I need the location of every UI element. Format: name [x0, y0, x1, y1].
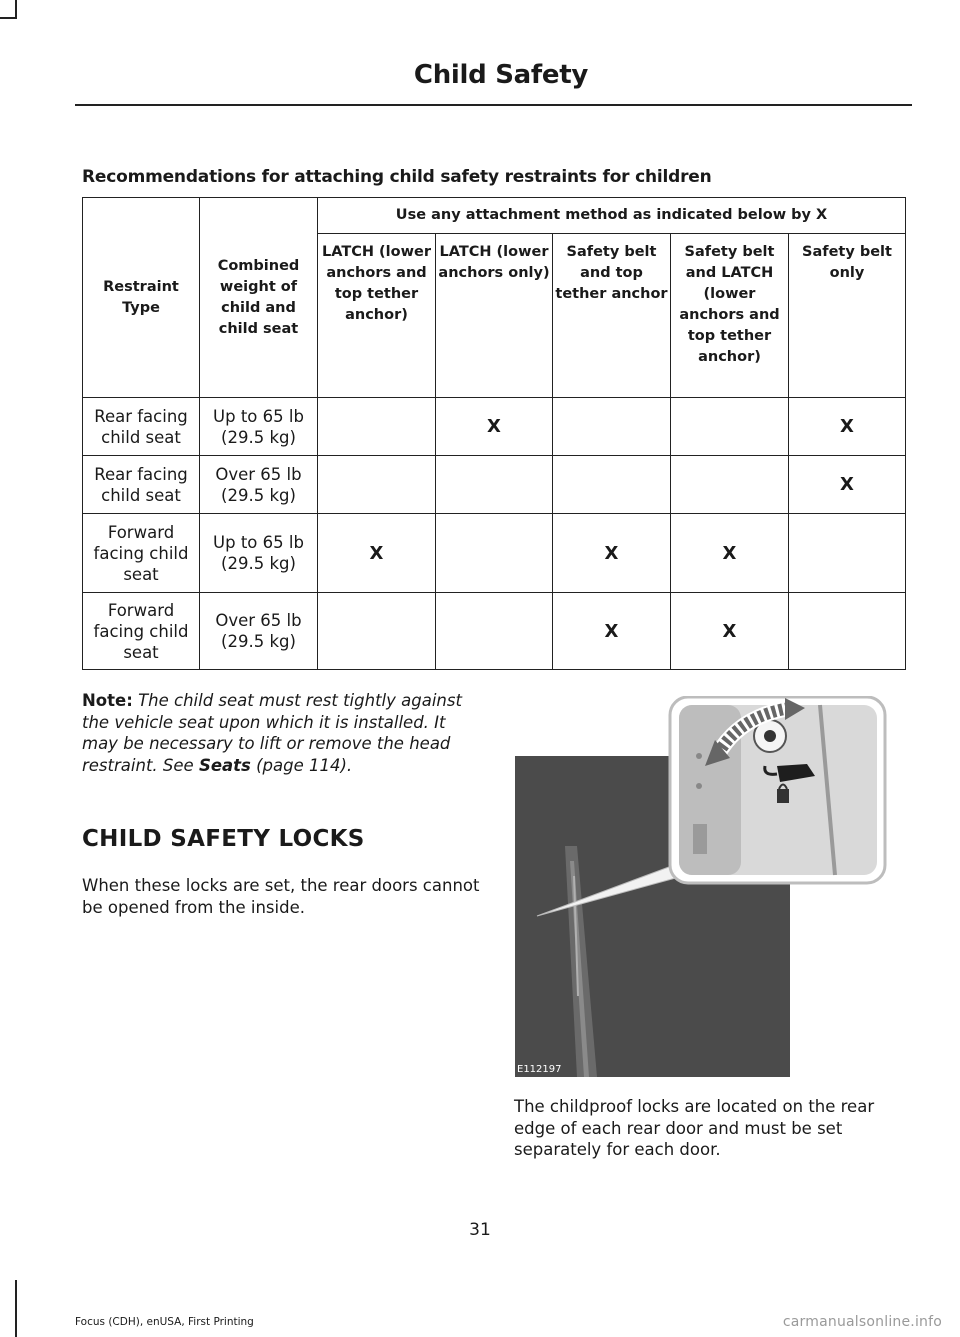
mark-cell: [436, 593, 553, 670]
restraint-type-cell: Rear facing child seat: [83, 456, 200, 514]
note-label: Note:: [82, 691, 133, 710]
table-row: [83, 514, 906, 593]
locks-description: The childproof locks are located on the rear edge of each rear door and must be set separately for each door.: [514, 1097, 875, 1159]
table-row: [83, 398, 906, 456]
mark-cell: [436, 456, 553, 514]
header-method: Safety belt only: [789, 234, 906, 398]
mark-cell: [789, 593, 906, 670]
note-page-ref: (page 114).: [256, 755, 353, 775]
mark-cell: [789, 514, 906, 593]
mark-cell: X: [553, 593, 671, 670]
mark-cell: X: [671, 514, 789, 593]
seats-link[interactable]: Seats: [198, 755, 251, 775]
section-heading: CHILD SAFETY LOCKS: [82, 826, 365, 852]
page-title: Child Safety: [413, 60, 588, 90]
footer-text: Focus (CDH), enUSA, First Printing: [75, 1316, 254, 1328]
header-method: Safety belt and top tether anchor: [553, 234, 671, 398]
mark-cell: [318, 593, 436, 670]
mark-cell: [436, 514, 553, 593]
header-method: Safety belt and LATCH (lower anchors and top tether anchor): [671, 234, 789, 398]
watermark: carmanualsonline.info: [782, 1314, 942, 1330]
table-row: [83, 456, 906, 514]
page-number: 31: [469, 1220, 491, 1240]
mark-cell: [553, 456, 671, 514]
mark-cell: [318, 398, 436, 456]
mark-cell: [553, 398, 671, 456]
child-lock-illustration: [515, 696, 887, 1078]
header-combined-weight: Combined weight of child and child seat: [200, 198, 318, 398]
note-text: The child seat must rest tightly against the vehicle seat upon which it is installed. It may be necessary to lift or remove the head restraint.: [82, 691, 462, 775]
restraint-type-cell: Forward facing child seat: [83, 593, 200, 670]
header-attachment-group: Use any attachment method as indicated below by X: [318, 198, 906, 234]
mark-cell: X: [318, 514, 436, 593]
mark-cell: [318, 456, 436, 514]
note-see: See: [162, 755, 194, 775]
restraint-type-cell: Forward facing child seat: [83, 514, 200, 593]
mark-cell: X: [789, 456, 906, 514]
restraint-type-cell: Rear facing child seat: [83, 398, 200, 456]
mark-cell: X: [436, 398, 553, 456]
mark-cell: [671, 456, 789, 514]
table-title: Recommendations for attaching child safety restraints for children: [82, 167, 712, 187]
crop-mark: [15, 1280, 17, 1337]
restraint-table: [82, 197, 906, 670]
weight-cell: Up to 65 lb (29.5 kg): [200, 514, 318, 593]
header-method: LATCH (lower anchors and top tether anchor): [318, 234, 436, 398]
header-restraint-type: Restraint Type: [83, 198, 200, 398]
mark-cell: [671, 398, 789, 456]
mark-cell: X: [553, 514, 671, 593]
weight-cell: Up to 65 lb (29.5 kg): [200, 398, 318, 456]
weight-cell: Over 65 lb (29.5 kg): [200, 456, 318, 514]
crop-mark: [0, 17, 17, 19]
figure-id: E112197: [517, 1064, 562, 1075]
mark-cell: X: [671, 593, 789, 670]
header-method: LATCH (lower anchors only): [436, 234, 553, 398]
lock-icon: [777, 789, 789, 803]
note-paragraph: [82, 690, 482, 776]
locks-intro: When these locks are set, the rear doors cannot be opened from the inside.: [82, 876, 480, 917]
mark-cell: X: [789, 398, 906, 456]
weight-cell: Over 65 lb (29.5 kg): [200, 593, 318, 670]
table-row: [83, 593, 906, 670]
crop-mark: [15, 0, 17, 18]
header-divider: [75, 104, 912, 106]
